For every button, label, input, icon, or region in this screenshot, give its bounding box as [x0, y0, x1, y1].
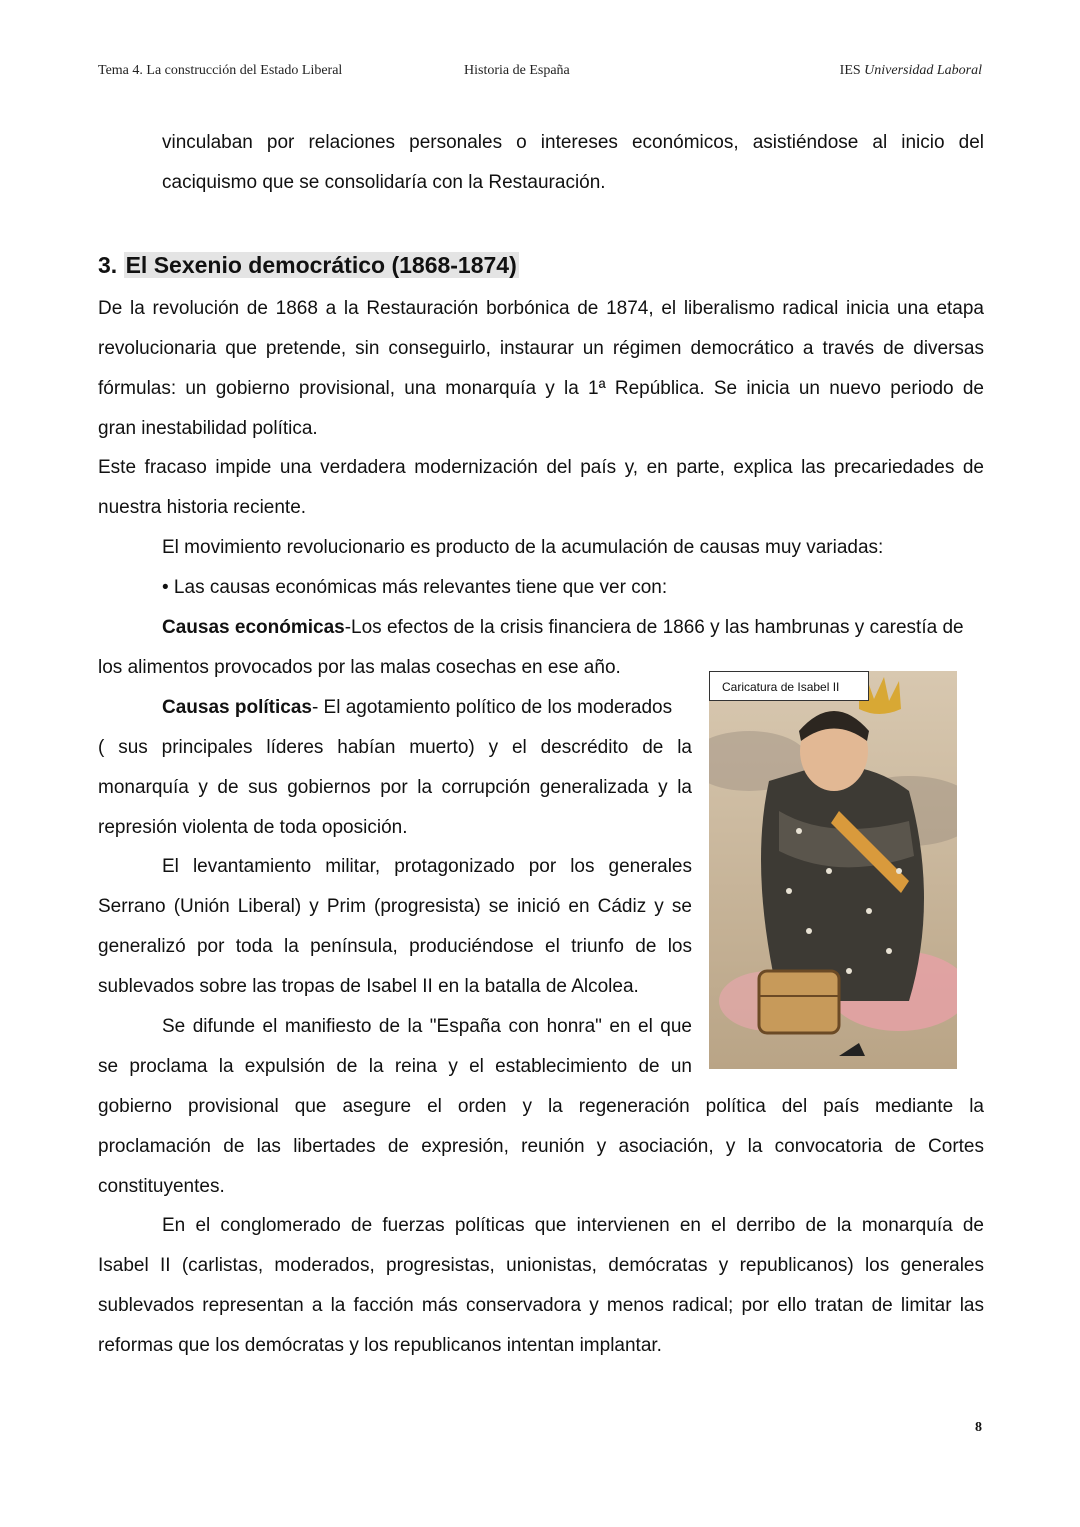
econ-label: Causas económicas [162, 617, 345, 638]
header-left: Tema 4. La construcción del Estado Liberal [98, 63, 343, 78]
section-heading: 3. El Sexenio democrático (1868-1874) [98, 252, 517, 278]
text-line: se proclama la expulsión de la reina y el establecimiento de un [98, 1056, 692, 1077]
text-line: proclamación de las libertades de expresión, reunión y asociación, y la convocatoria de Cortes [98, 1136, 984, 1157]
text-line: revolucionaria que pretende, sin conseguirlo, instaurar un régimen democrático a través de diversas [98, 338, 984, 359]
bullet-line: • Las causas económicas más relevantes tiene que ver con: [162, 577, 668, 598]
text-line: De la revolución de 1868 a la Restauración borbónica de 1874, el liberalismo radical inicia una etapa [98, 298, 984, 319]
text-line: Isabel II (carlistas, moderados, progresistas, unionistas, demócratas y republicanos) los generales [98, 1255, 984, 1276]
text-line: reformas que los demócratas y los republicanos intentan implantar. [98, 1335, 662, 1356]
text-line: los alimentos provocados por las malas cosechas en ese año. [98, 657, 621, 678]
text-line: fórmulas: un gobierno provisional, una monarquía y la 1ª República. Se inicia un nuevo periodo de [98, 378, 984, 399]
text-line: Serrano (Unión Liberal) y Prim (progresista) se inició en Cádiz y se [98, 896, 692, 917]
text-line: nuestra historia reciente. [98, 497, 307, 518]
text-line: monarquía y de sus gobiernos por la corrupción generalizada y la [98, 777, 692, 798]
text-line: generalizó por toda la península, produciéndose el triunfo de los [98, 936, 692, 957]
text-line: El levantamiento militar, protagonizado por los generales [162, 856, 692, 877]
text-line: sublevados representan a la facción más conservadora y menos radical; por ello tratan de limitar las [98, 1295, 984, 1316]
text-line: represión violenta de toda oposición. [98, 817, 408, 838]
header-center: Historia de España [464, 63, 570, 78]
text-line: caciquismo que se consolidaría con la Restauración. [162, 172, 606, 193]
text-line: El movimiento revolucionario es producto de la acumulación de causas muy variadas: [162, 537, 884, 558]
text-line: En el conglomerado de fuerzas políticas que intervienen en el derribo de la monarquía de [162, 1215, 984, 1236]
text-line: Causas económicas-Los efectos de la crisis financiera de 1866 y las hambrunas y carestía de [162, 617, 964, 638]
text-line: gobierno provisional que asegure el orden y la regeneración política del país mediante la [98, 1096, 984, 1117]
caricature-illustration [709, 671, 957, 1069]
header-right: IES Universidad Laboral [839, 63, 982, 78]
page-number: 8 [975, 1420, 982, 1435]
text-line: sublevados sobre las tropas de Isabel II en la batalla de Alcolea. [98, 976, 639, 997]
text-line: vinculaban por relaciones personales o intereses económicos, asistiéndose al inicio del [162, 132, 984, 153]
figure-caption: Caricatura de Isabel II [709, 671, 869, 701]
text-line: Este fracaso impide una verdadera modernización del país y, en parte, explica las precariedades de [98, 457, 984, 478]
caricature-image [709, 671, 957, 1069]
text-line: constituyentes. [98, 1176, 225, 1197]
text-line: Se difunde el manifiesto de la "España con honra" en el que [162, 1016, 692, 1037]
text-line: gran inestabilidad política. [98, 418, 318, 439]
pol-label: Causas políticas [162, 697, 312, 718]
text-line: ( sus principales líderes habían muerto) y el descrédito de la [98, 737, 692, 758]
text-line: Causas políticas- El agotamiento político de los moderados [162, 697, 673, 718]
